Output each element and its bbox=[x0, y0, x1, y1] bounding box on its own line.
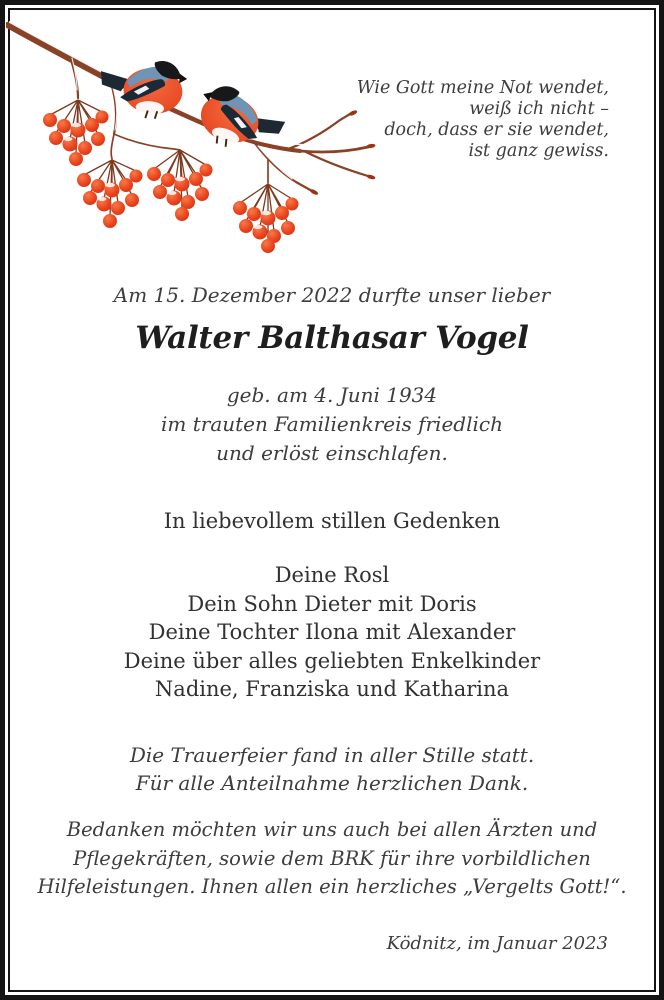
funeral-line: Die Trauerfeier fand in aller Stille statt. bbox=[129, 743, 535, 767]
poem-line: doch, dass er sie wendet, bbox=[384, 120, 609, 140]
funeral-line: Für alle Anteilnahme herzlichen Dank. bbox=[135, 771, 529, 795]
passing-line: und erlöst einschlafen. bbox=[216, 441, 448, 465]
bullfinch-branch-svg bbox=[6, 12, 396, 262]
poem bbox=[357, 78, 609, 162]
bullfinch-branch-illustration bbox=[6, 12, 396, 262]
berry-cluster bbox=[77, 160, 143, 228]
poem-line: Wie Gott meine Not wendet, bbox=[356, 78, 609, 98]
mourners-list bbox=[20, 561, 644, 704]
life-details bbox=[20, 381, 644, 468]
birth-line: geb. am 4. Juni 1934 bbox=[226, 383, 438, 407]
thanks-line: Bedanken möchten wir uns auch bei allen Ärzten und bbox=[66, 818, 598, 841]
place-date: Ködnitz, im Januar 2023 bbox=[386, 933, 608, 954]
thanks-line: Pflegekräften, sowie dem BRK für ihre vorbildlichen bbox=[73, 846, 591, 870]
berry-cluster bbox=[233, 184, 299, 253]
mourner-line: Dein Sohn Dieter mit Doris bbox=[187, 591, 477, 616]
mourner-line: Deine Tochter Ilona mit Alexander bbox=[148, 620, 516, 644]
mourner-line: Deine Rosl bbox=[274, 563, 390, 587]
poem-line: ist ganz gewiss. bbox=[468, 141, 609, 161]
mourner-line: Deine über alles geliebten Enkelkinder bbox=[123, 648, 541, 673]
memorial-line: In liebevollem stillen Gedenken bbox=[163, 509, 501, 533]
funeral-note bbox=[20, 741, 644, 797]
berry-cluster bbox=[43, 100, 109, 166]
passing-line: im trauten Familienkreis friedlich bbox=[161, 412, 503, 436]
bullfinch-right-icon bbox=[189, 79, 290, 163]
mourner-line: Nadine, Franziska und Katharina bbox=[154, 677, 510, 701]
poem-line: weiß ich nicht – bbox=[469, 99, 609, 119]
intro-line: Am 15. Dezember 2022 durfte unser lieber bbox=[113, 283, 551, 307]
deceased-name: Walter Balthasar Vogel bbox=[135, 320, 529, 356]
berry-cluster bbox=[147, 150, 213, 221]
thanks-note bbox=[20, 816, 644, 902]
thanks-line: Hilfeleistungen. Ihnen allen ein herzliches „Vergelts Gott!“. bbox=[37, 875, 627, 898]
